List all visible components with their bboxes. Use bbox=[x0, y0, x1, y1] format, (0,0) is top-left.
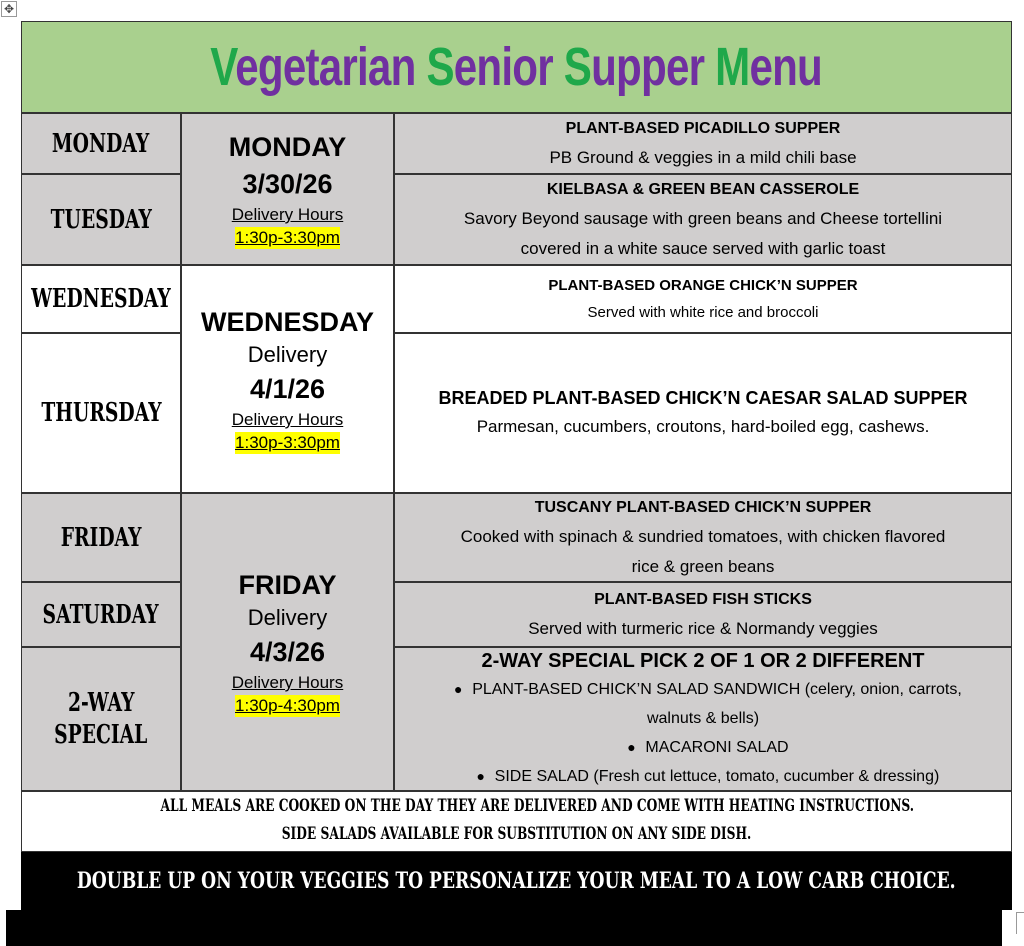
bullet-icon: ● bbox=[453, 681, 463, 697]
day-label: SPECIAL bbox=[54, 720, 148, 750]
day-cell-wednesday bbox=[21, 265, 181, 333]
delivery-sub: Delivery bbox=[247, 342, 328, 367]
footer-line: ALL MEALS ARE COOKED ON THE DAY THEY ARE DELIVERED AND COME WITH HEATING INSTRUCTIONS. bbox=[160, 796, 915, 816]
delivery-date: 3/30/26 bbox=[242, 169, 333, 199]
page-corner-mark bbox=[1016, 912, 1024, 934]
delivery-group-friday bbox=[181, 493, 394, 791]
meal-cell-special bbox=[394, 647, 1012, 791]
footer-note bbox=[21, 791, 1012, 852]
special-option: MACARONI SALAD bbox=[645, 739, 789, 756]
delivery-hours: 1:30p-3:30pm bbox=[235, 433, 340, 452]
meal-cell-thursday bbox=[394, 333, 1012, 493]
meal-title: KIELBASA & GREEN BEAN CASSEROLE bbox=[546, 180, 860, 198]
footer-bar bbox=[6, 910, 1002, 946]
meal-title: PLANT-BASED ORANGE CHICK’N SUPPER bbox=[548, 277, 858, 294]
day-label: MONDAY bbox=[52, 128, 150, 159]
delivery-group-monday bbox=[181, 113, 394, 265]
delivery-hours-label: Delivery Hours bbox=[231, 410, 344, 429]
day-cell-saturday bbox=[21, 582, 181, 647]
list-item bbox=[444, 675, 962, 704]
delivery-day-title: MONDAY bbox=[228, 132, 347, 162]
bullet-icon: ● bbox=[476, 768, 485, 784]
delivery-hours-label: Delivery Hours bbox=[231, 205, 344, 224]
day-cell-monday bbox=[21, 113, 181, 174]
title-part: enu bbox=[749, 37, 823, 97]
meal-cell-friday bbox=[394, 493, 1012, 582]
day-label: WEDNESDAY bbox=[31, 284, 171, 314]
meal-cell-tuesday bbox=[394, 174, 1012, 265]
list-item bbox=[444, 733, 962, 762]
meal-description: Served with turmeric rice & Normandy veggies bbox=[528, 618, 878, 638]
special-option: walnuts & bells) bbox=[646, 710, 760, 727]
meal-description: covered in a white sauce served with garlic toast bbox=[520, 238, 886, 258]
title-part: V bbox=[210, 37, 236, 97]
move-icon[interactable]: ✥ bbox=[1, 1, 17, 17]
meal-cell-saturday bbox=[394, 582, 1012, 647]
meal-description: Cooked with spinach & sundried tomatoes, with chicken flavored bbox=[460, 526, 946, 546]
list-item bbox=[444, 704, 962, 733]
meal-cell-wednesday bbox=[394, 265, 1012, 333]
day-label: SATURDAY bbox=[42, 599, 160, 630]
day-label: FRIDAY bbox=[60, 522, 142, 553]
menu-title-band bbox=[21, 21, 1012, 113]
delivery-hours: 1:30p-3:30pm bbox=[235, 228, 340, 247]
footer-banner bbox=[21, 852, 1012, 910]
day-cell-friday bbox=[21, 493, 181, 582]
meal-cell-monday bbox=[394, 113, 1012, 174]
delivery-day-title: FRIDAY bbox=[238, 570, 337, 600]
special-options-list bbox=[444, 675, 962, 791]
day-label: 2-WAY bbox=[67, 688, 135, 718]
day-cell-special bbox=[21, 647, 181, 791]
day-cell-thursday bbox=[21, 333, 181, 493]
title-part: upper bbox=[591, 37, 716, 97]
title-part: S bbox=[426, 37, 455, 97]
delivery-date: 4/1/26 bbox=[249, 374, 326, 404]
special-option: PLANT-BASED CHICK’N SALAD SANDWICH (celery, onion, carrots, bbox=[472, 681, 962, 698]
day-label: THURSDAY bbox=[40, 398, 162, 428]
delivery-group-wednesday bbox=[181, 265, 394, 493]
meal-title: BREADED PLANT-BASED CHICK’N CAESAR SALAD SUPPER bbox=[438, 388, 968, 408]
title-part: M bbox=[715, 37, 750, 97]
menu-title bbox=[211, 36, 823, 98]
delivery-hours: 1:30p-4:30pm bbox=[235, 696, 340, 715]
day-label: TUESDAY bbox=[50, 204, 152, 235]
title-part: enior bbox=[454, 37, 565, 97]
meal-description: PB Ground & veggies in a mild chili base bbox=[549, 147, 857, 167]
meal-description: rice & green beans bbox=[631, 556, 775, 576]
footer-line: SIDE SALADS AVAILABLE FOR SUBSTITUTION ON ANY SIDE DISH. bbox=[281, 824, 752, 844]
delivery-day-title: WEDNESDAY bbox=[200, 307, 375, 337]
special-option: SIDE SALAD (Fresh cut lettuce, tomato, cucumber & dressing) bbox=[494, 768, 940, 785]
list-item bbox=[444, 762, 962, 791]
delivery-date: 4/3/26 bbox=[249, 637, 326, 667]
bullet-icon: ● bbox=[627, 739, 636, 755]
day-cell-tuesday bbox=[21, 174, 181, 265]
title-part: egetarian bbox=[235, 37, 427, 97]
meal-description: Served with white rice and broccoli bbox=[587, 304, 819, 321]
special-title: 2-WAY SPECIAL PICK 2 OF 1 OR 2 DIFFERENT bbox=[481, 650, 925, 672]
meal-title: PLANT-BASED FISH STICKS bbox=[594, 590, 812, 608]
meal-title: PLANT-BASED PICADILLO SUPPER bbox=[565, 119, 841, 137]
delivery-sub: Delivery bbox=[247, 605, 328, 630]
meal-description: Savory Beyond sausage with green beans and Cheese tortellini bbox=[463, 208, 943, 228]
meal-description: Parmesan, cucumbers, croutons, hard-boiled egg, cashews. bbox=[476, 417, 930, 436]
delivery-hours-label: Delivery Hours bbox=[231, 673, 344, 692]
meal-title: TUSCANY PLANT-BASED CHICK’N SUPPER bbox=[534, 498, 872, 516]
footer-banner-text: DOUBLE UP ON YOUR VEGGIES TO PERSONALIZE YOUR MEAL TO A LOW CARB CHOICE. bbox=[77, 868, 956, 894]
title-part: S bbox=[564, 37, 592, 97]
